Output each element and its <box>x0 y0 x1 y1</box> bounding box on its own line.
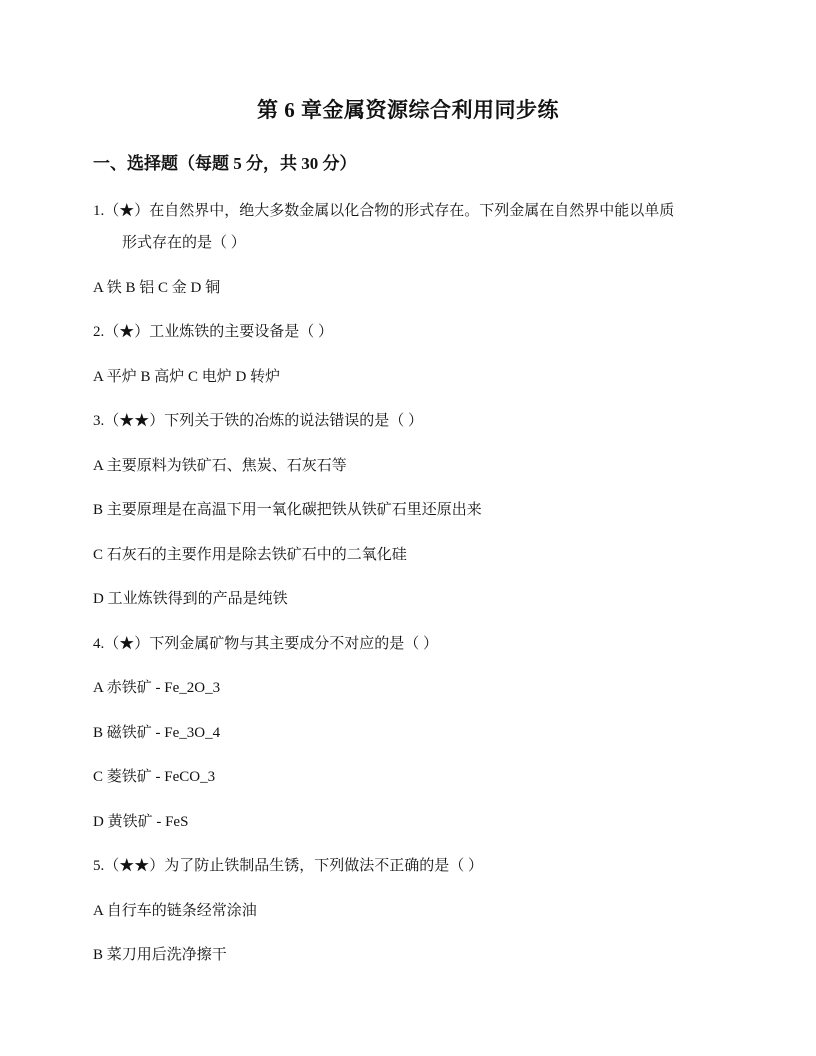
question-3-option-a: A 主要原料为铁矿石、焦炭、石灰石等 <box>93 458 347 474</box>
question-2-stem: 2.（★）工业炼铁的主要设备是（ ） <box>93 324 334 340</box>
question-1-options: A 铁 B 铝 C 金 D 铜 <box>93 280 221 296</box>
question-4-option-a: A 赤铁矿 - Fe_2O_3 <box>93 680 221 696</box>
question-3-option-c: C 石灰石的主要作用是除去铁矿石中的二氧化硅 <box>93 547 407 563</box>
question-4-stem: 4.（★）下列金属矿物与其主要成分不对应的是（ ） <box>93 636 439 652</box>
question-4-option-b: B 磁铁矿 - Fe_3O_4 <box>93 725 221 741</box>
section-heading: 一、选择题（每题 5 分，共 30 分） <box>93 154 357 173</box>
question-5-option-a: A 自行车的链条经常涂油 <box>93 903 257 919</box>
question-4-option-d: D 黄铁矿 - FeS <box>93 814 189 830</box>
question-3-option-b: B 主要原理是在高温下用一氧化碳把铁从铁矿石里还原出来 <box>93 502 482 518</box>
document-title: 第 6 章金属资源综合利用同步练 <box>257 98 559 122</box>
question-1-stem-line2: 形式存在的是（ ） <box>122 235 246 251</box>
question-4-option-c: C 菱铁矿 - FeCO_3 <box>93 769 216 785</box>
question-3-stem: 3.（★★）下列关于铁的冶炼的说法错误的是（ ） <box>93 413 424 429</box>
question-5-stem: 5.（★★）为了防止铁制品生锈，下列做法不正确的是（ ） <box>93 858 484 874</box>
question-5-option-b: B 菜刀用后洗净擦干 <box>93 947 227 963</box>
question-3-option-d: D 工业炼铁得到的产品是纯铁 <box>93 591 288 607</box>
question-2-options: A 平炉 B 高炉 C 电炉 D 转炉 <box>93 369 281 385</box>
question-1-stem-line1: 1.（★）在自然界中，绝大多数金属以化合物的形式存在。下列金属在自然界中能以单质 <box>93 203 675 219</box>
